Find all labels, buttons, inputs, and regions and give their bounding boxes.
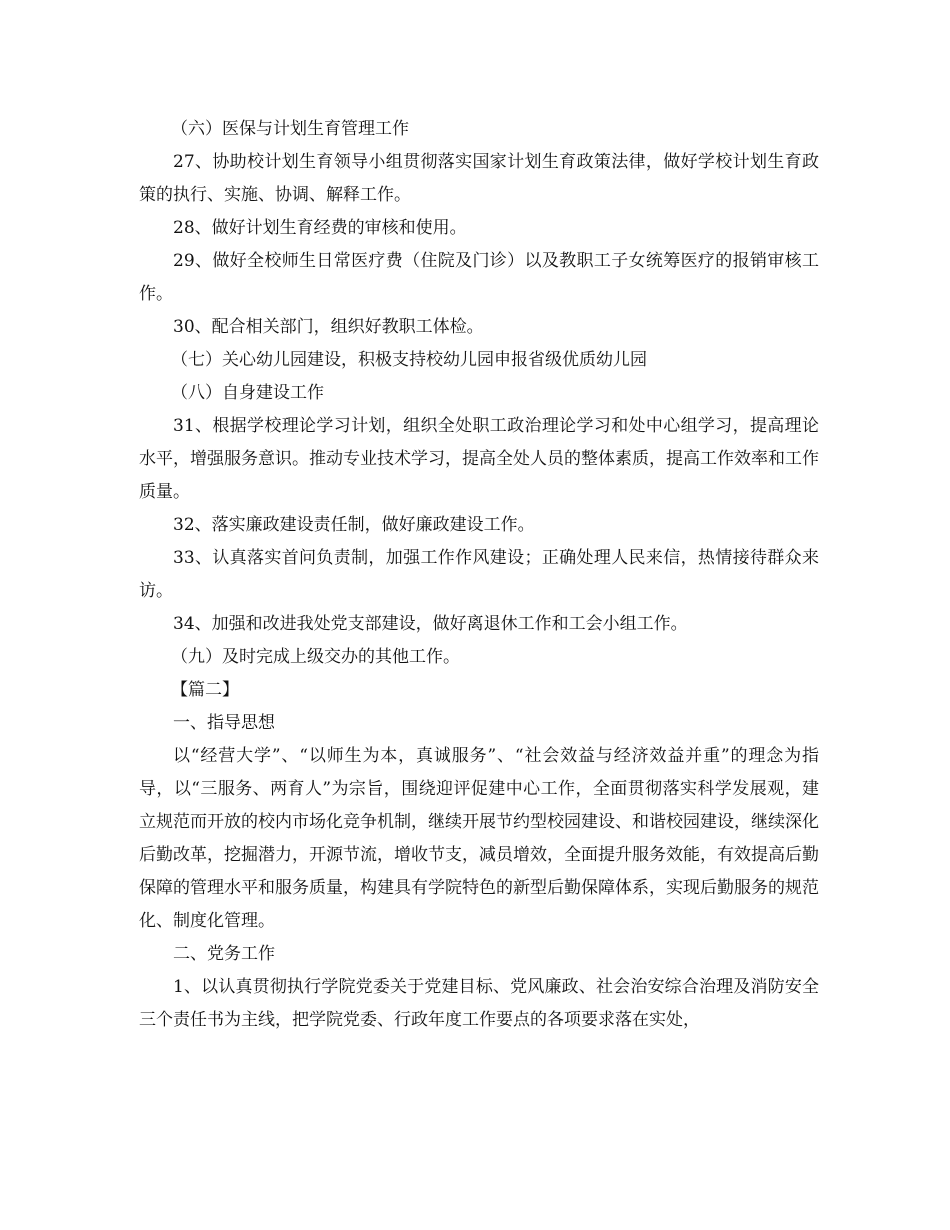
item-27: 27、协助校计划生育领导小组贯彻落实国家计划生育政策法律，做好学校计划生育政策的执行、实施、协调、解释工作。: [139, 152, 819, 205]
party-work-heading: 二、党务工作: [173, 944, 275, 964]
document-body: [139, 113, 819, 1037]
section-heading-self-building: （八）自身建设工作: [171, 383, 324, 403]
item-34: 34、加强和改进我处党支部建设，做好离退休工作和工会小组工作。: [173, 614, 688, 634]
guiding-ideology-heading: 一、指导思想: [173, 713, 275, 733]
party-work-item-1: 1、以认真贯彻执行学院党委关于党建目标、党风廉政、社会治安综合治理及消防安全三个责任书为主线，把学院党委、行政年度工作要点的各项要求落在实处，: [139, 977, 819, 1030]
item-32: 32、落实廉政建设责任制，做好廉政建设工作。: [173, 515, 535, 535]
guiding-ideology-body: 以“经营大学”、“以师生为本，真诚服务”、“社会效益与经济效益并重”的理念为指导，以“三服务、两育人”为宗旨，围绕迎评促建中心工作，全面贯彻落实科学发展观，建立规范而开放的校内市场化竞争机制，继续开展节约型校园建设、和谐校园建设，继续深化后勤改革，挖掘潜力，开源节流，增收节支，减员增效，全面提升服务效能，有效提高后勤保障的管理水平和服务质量，构建具有学院特色的新型后勤保障体系，实现后勤服务的规范化、制度化管理。: [139, 746, 819, 931]
part-two-heading: 【篇二】: [171, 680, 239, 700]
section-heading-medical-insurance: （六）医保与计划生育管理工作: [171, 119, 409, 139]
item-28: 28、做好计划生育经费的审核和使用。: [173, 218, 467, 238]
item-29: 29、做好全校师生日常医疗费（住院及门诊）以及教职工子女统筹医疗的报销审核工作。: [139, 251, 819, 304]
section-heading-other-tasks: （九）及时完成上级交办的其他工作。: [171, 647, 460, 667]
item-31: 31、根据学校理论学习计划，组织全处职工政治理论学习和处中心组学习，提高理论水平，增强服务意识。推动专业技术学习，提高全处人员的整体素质，提高工作效率和工作质量。: [139, 416, 819, 502]
item-30: 30、配合相关部门，组织好教职工体检。: [173, 317, 484, 337]
item-33: 33、认真落实首问负责制，加强工作作风建设；正确处理人民来信，热情接待群众来访。: [139, 548, 819, 601]
section-heading-kindergarten: （七）关心幼儿园建设，积极支持校幼儿园申报省级优质幼儿园: [171, 350, 647, 370]
